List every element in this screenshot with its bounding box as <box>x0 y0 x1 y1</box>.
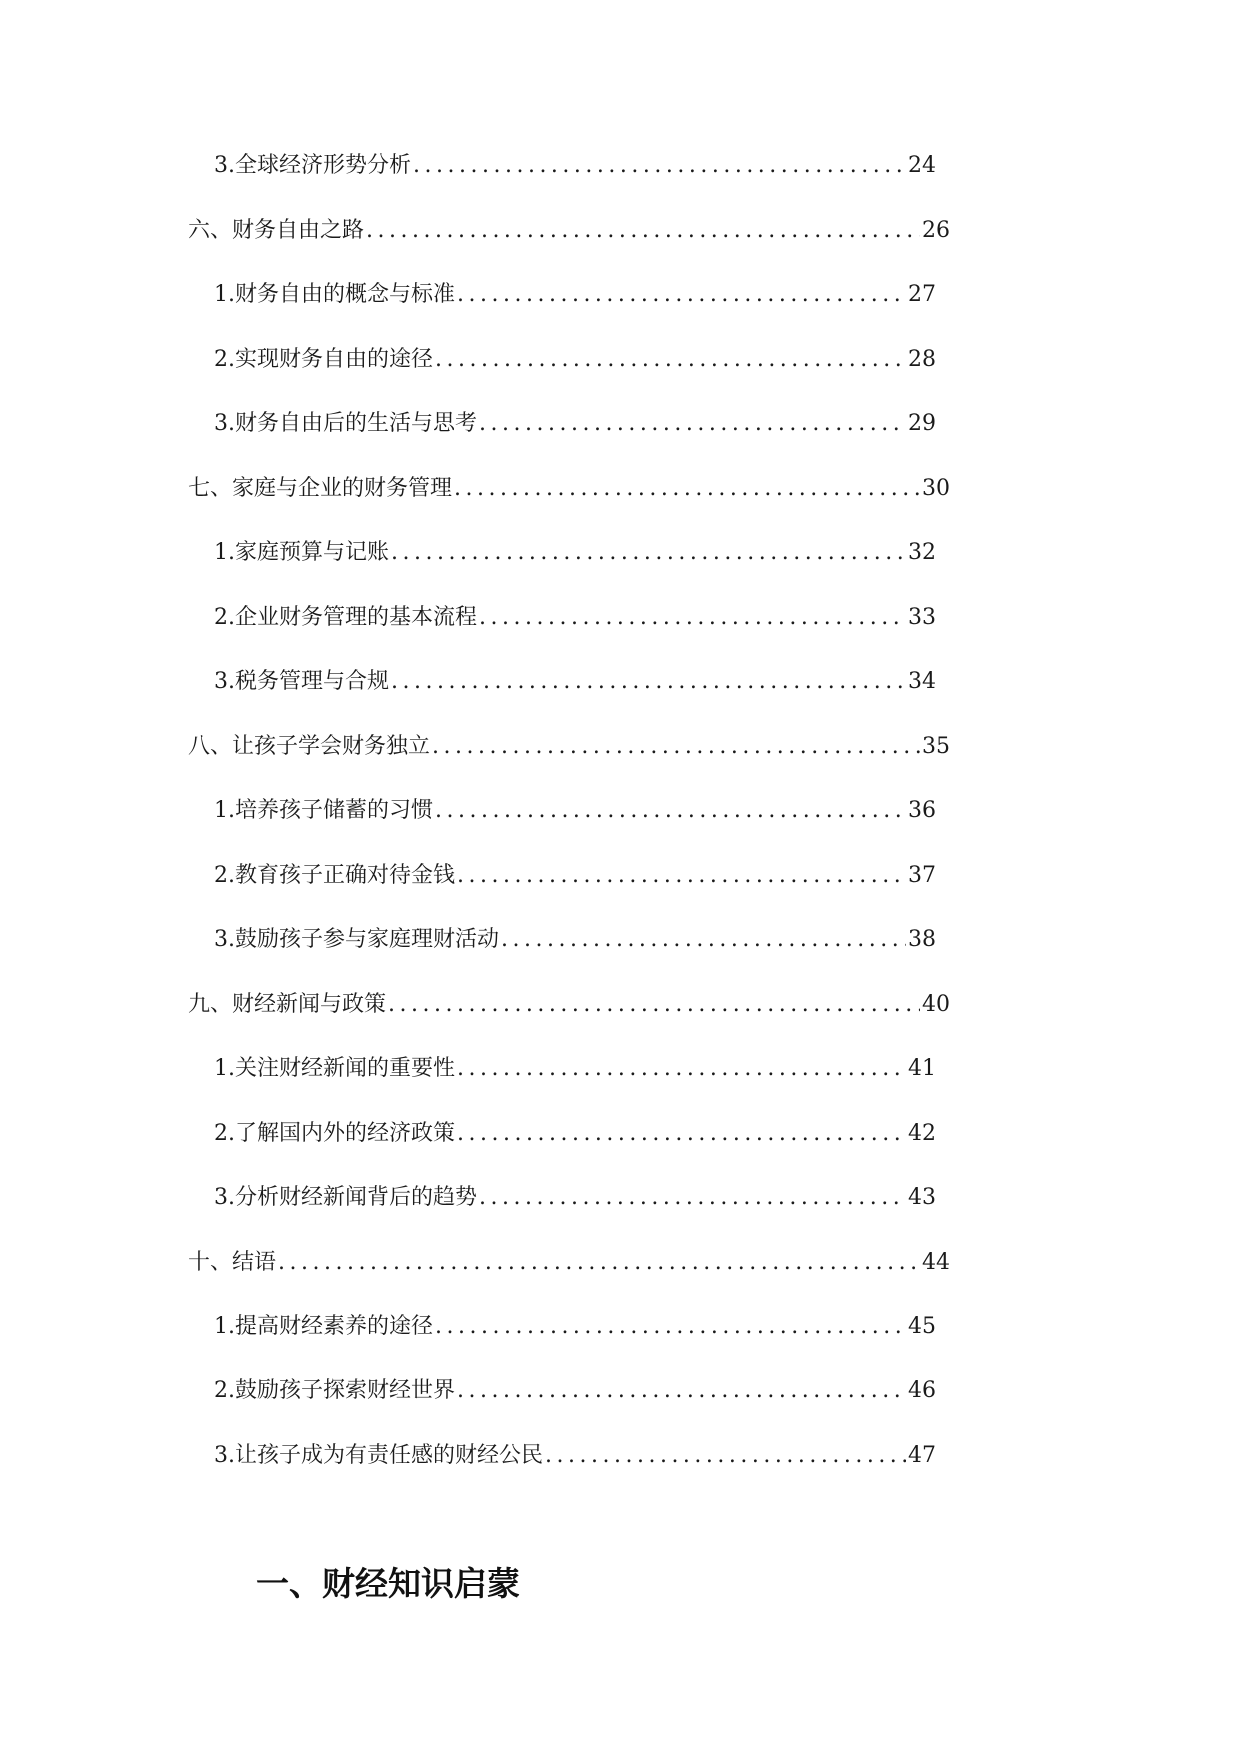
toc-dot-leader <box>435 1312 906 1342</box>
toc-entry-page: 46 <box>908 1378 936 1403</box>
toc-entry-page: 38 <box>908 927 936 952</box>
toc-entry-title: 税务管理与合规 <box>235 669 390 694</box>
toc-entry-title: 鼓励孩子探索财经世界 <box>235 1378 456 1403</box>
toc-dot-leader <box>391 667 906 697</box>
toc-entry-title: 十、结语 <box>188 1250 277 1275</box>
toc-entry-number: 1. <box>214 282 235 307</box>
toc-entry-title: 让孩子成为有责任感的财经公民 <box>235 1443 544 1468</box>
toc-entry[interactable] <box>214 1312 936 1342</box>
toc-entry[interactable] <box>214 667 936 697</box>
toc-entry-title: 九、财经新闻与政策 <box>188 992 387 1017</box>
toc-entry[interactable] <box>214 345 936 375</box>
toc-entry[interactable] <box>214 603 936 633</box>
toc-entry-number: 3. <box>214 153 235 178</box>
toc-entry-title: 全球经济形势分析 <box>235 153 412 178</box>
toc-entry-page: 26 <box>922 218 950 243</box>
toc-entry-page: 45 <box>908 1314 936 1339</box>
toc-entry-number: 3. <box>214 1443 235 1468</box>
toc-entry[interactable] <box>214 1376 936 1406</box>
toc-dot-leader <box>501 925 906 955</box>
toc-entry[interactable] <box>188 216 950 246</box>
toc-entry-number: 3. <box>214 927 235 952</box>
toc-entry-number: 2. <box>214 1121 235 1146</box>
toc-entry[interactable] <box>188 1248 950 1278</box>
toc-dot-leader <box>479 1183 906 1213</box>
toc-entry-page: 35 <box>922 734 950 759</box>
toc-entry-title: 教育孩子正确对待金钱 <box>235 863 456 888</box>
toc-entry[interactable] <box>214 280 936 310</box>
toc-entry-title: 提高财经素养的途径 <box>235 1314 434 1339</box>
toc-dot-leader <box>391 538 906 568</box>
toc-entry-number: 2. <box>214 1378 235 1403</box>
toc-dot-leader <box>435 345 906 375</box>
toc-entry-number: 1. <box>214 540 235 565</box>
toc-entry[interactable] <box>214 151 936 181</box>
toc-dot-leader <box>435 796 906 826</box>
toc-entry[interactable] <box>188 990 950 1020</box>
toc-entry-title: 六、财务自由之路 <box>188 218 365 243</box>
toc-entry-page: 40 <box>922 992 950 1017</box>
toc-entry-title: 实现财务自由的途径 <box>235 347 434 372</box>
toc-dot-leader <box>278 1248 920 1278</box>
toc-entry-title: 家庭预算与记账 <box>235 540 390 565</box>
toc-entry-page: 44 <box>922 1250 950 1275</box>
toc-entry[interactable] <box>214 409 936 439</box>
toc-entry[interactable] <box>188 732 950 762</box>
toc-entry-title: 培养孩子储蓄的习惯 <box>235 798 434 823</box>
toc-entry[interactable] <box>214 1183 936 1213</box>
toc-entry-title: 分析财经新闻背后的趋势 <box>235 1185 478 1210</box>
toc-entry-page: 33 <box>908 605 936 630</box>
toc-entry-page: 41 <box>908 1056 936 1081</box>
toc-entry-page: 27 <box>908 282 936 307</box>
toc-entry-title: 鼓励孩子参与家庭理财活动 <box>235 927 500 952</box>
section-heading: 一、财经知识启蒙 <box>256 1564 520 1604</box>
toc-entry-page: 36 <box>908 798 936 823</box>
toc-entry[interactable] <box>214 796 936 826</box>
toc-entry-page: 28 <box>908 347 936 372</box>
toc-entry-number: 1. <box>214 1056 235 1081</box>
toc-entry-page: 43 <box>908 1185 936 1210</box>
toc-entry[interactable] <box>214 1441 936 1471</box>
toc-dot-leader <box>479 603 906 633</box>
toc-entry[interactable] <box>214 538 936 568</box>
toc-dot-leader <box>432 732 920 762</box>
toc-dot-leader <box>457 861 906 891</box>
toc-dot-leader <box>457 280 906 310</box>
toc-dot-leader <box>388 990 920 1020</box>
toc-dot-leader <box>413 151 906 181</box>
toc-entry-page: 24 <box>908 153 936 178</box>
toc-entry-page: 47 <box>908 1443 936 1468</box>
toc-dot-leader <box>366 216 920 246</box>
toc-entry-title: 财务自由后的生活与思考 <box>235 411 478 436</box>
toc-dot-leader <box>457 1119 906 1149</box>
toc-entry-title: 关注财经新闻的重要性 <box>235 1056 456 1081</box>
toc-entry[interactable] <box>214 1054 936 1084</box>
toc-entry[interactable] <box>214 1119 936 1149</box>
toc-entry-number: 2. <box>214 863 235 888</box>
toc-dot-leader <box>545 1441 906 1471</box>
toc-entry-number: 1. <box>214 798 235 823</box>
toc-entry-title: 八、让孩子学会财务独立 <box>188 734 431 759</box>
toc-entry-page: 29 <box>908 411 936 436</box>
toc-entry-number: 3. <box>214 1185 235 1210</box>
toc-entry-title: 财务自由的概念与标准 <box>235 282 456 307</box>
toc-entry-title: 了解国内外的经济政策 <box>235 1121 456 1146</box>
toc-entry-page: 34 <box>908 669 936 694</box>
toc-entry-page: 32 <box>908 540 936 565</box>
toc-entry[interactable] <box>188 474 950 504</box>
toc-entry-number: 1. <box>214 1314 235 1339</box>
toc-dot-leader <box>454 474 920 504</box>
toc-entry-number: 3. <box>214 669 235 694</box>
toc-entry-page: 30 <box>922 476 950 501</box>
toc-dot-leader <box>457 1376 906 1406</box>
toc-entry[interactable] <box>214 861 936 891</box>
toc-entry-page: 42 <box>908 1121 936 1146</box>
toc-entry-number: 2. <box>214 605 235 630</box>
toc-entry-title: 七、家庭与企业的财务管理 <box>188 476 453 501</box>
toc-entry[interactable] <box>214 925 936 955</box>
toc-entry-number: 3. <box>214 411 235 436</box>
toc-entry-number: 2. <box>214 347 235 372</box>
toc-entry-title: 企业财务管理的基本流程 <box>235 605 478 630</box>
toc-dot-leader <box>457 1054 906 1084</box>
toc-dot-leader <box>479 409 906 439</box>
toc-entry-page: 37 <box>908 863 936 888</box>
